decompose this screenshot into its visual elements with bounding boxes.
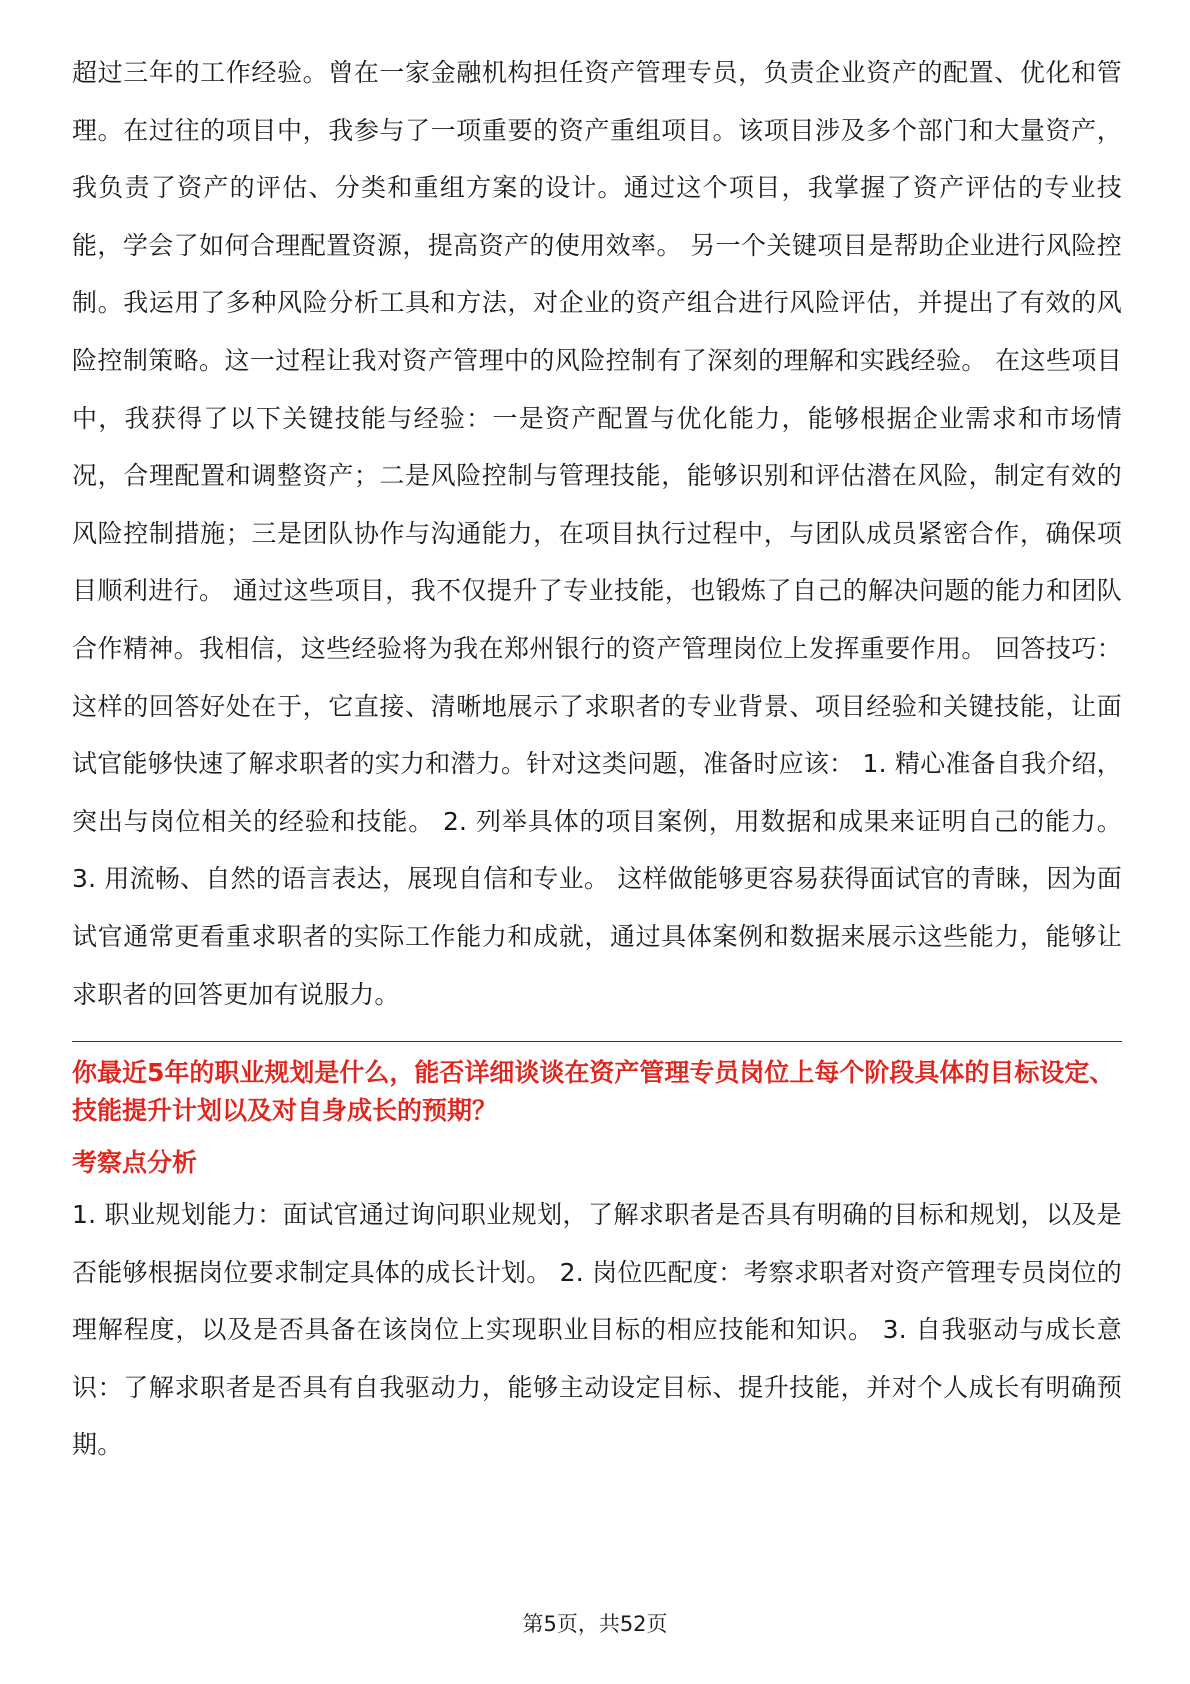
page-number: 第5页，共52页 [522,1612,668,1636]
section-divider [72,1041,1122,1042]
interview-question: 你最近5年的职业规划是什么，能否详细谈谈在资产管理专员岗位上每个阶段具体的目标设定、技能提升计划以及对自身成长的预期？ [72,1058,1115,1126]
analysis-paragraph: 1. 职业规划能力：面试官通过询问职业规划，了解求职者是否具有明确的目标和规划，以及是否能够根据岗位要求制定具体的成长计划。 2. 岗位匹配度：考察求职者对资产管理专员岗位的理解程度，以及是否具备在该岗位上实现职业目标的相应技能和知识。 3. 自我驱动与成长意识：了解求职者是否具有自我驱动力，能够主动设定目标、提升技能，并对个人成长有明确预期。 [72,1200,1122,1460]
analysis-title: 考察点分析 [72,1148,198,1178]
answer-paragraph: 超过三年的工作经验。曾在一家金融机构担任资产管理专员，负责企业资产的配置、优化和管理。在过往的项目中，我参与了一项重要的资产重组项目。该项目涉及多个部门和大量资产，我负责了资产的评估、分类和重组方案的设计。通过这个项目，我掌握了资产评估的专业技能，学会了如何合理配置资源，提高资产的使用效率。 另一个关键项目是帮助企业进行风险控制。我运用了多种风险分析工具和方法，对企业的资产组合进行风险评估，并提出了有效的风险控制策略。这一过程让我对资产管理中的风险控制有了深刻的理解和实践经验。 在这些项目中，我获得了以下关键技能与经验：一是资产配置与优化能力，能够根据企业需求和市场情况，合理配置和调整资产；二是风险控制与管理技能，能够识别和评估潜在风险，制定有效的风险控制措施；三是团队协作与沟通能力，在项目执行过程中，与团队成员紧密合作，确保项目顺利进行。 通过这些项目，我不仅提升了专业技能，也锻炼了自己的解决问题的能力和团队合作精神。我相信，这些经验将为我在郑州银行的资产管理岗位上发挥重要作用。 回答技巧： 这样的回答好处在于，它直接、清晰地展示了求职者的专业背景、项目经验和关键技能，让面试官能够快速了解求职者的实力和潜力。针对这类问题，准备时应该： 1. 精心准备自我介绍，突出与岗位相关的经验和技能。 2. 列举具体的项目案例，用数据和成果来证明自己的能力。 3. 用流畅、自然的语言表达，展现自信和专业。 这样做能够更容易获得面试官的青睐，因为面试官通常更看重求职者的实际工作能力和成就，通过具体案例和数据来展示这些能力，能够让求职者的回答更加有说服力。 [72,58,1122,1009]
document-page [72,44,1122,1474]
